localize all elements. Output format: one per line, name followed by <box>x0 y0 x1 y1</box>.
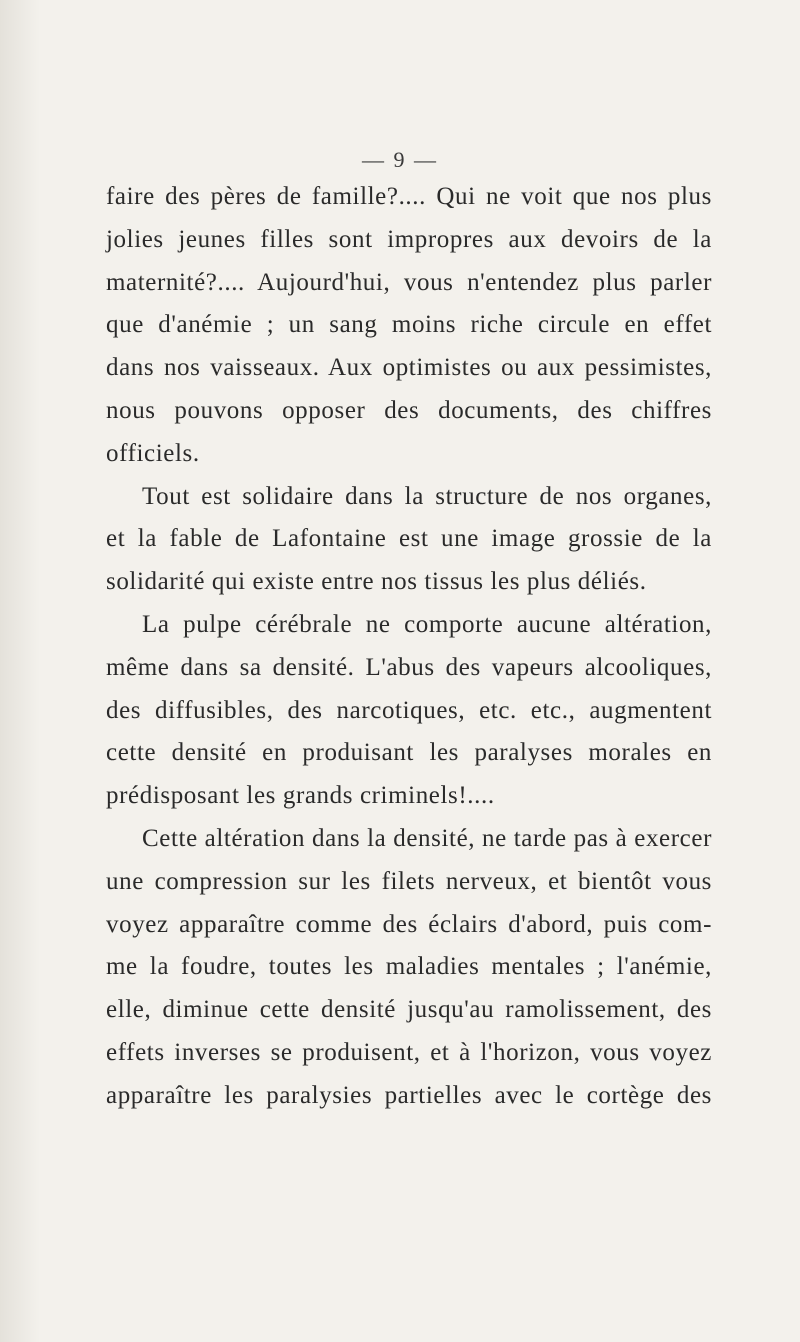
text-line: elle, diminue cette densité jusqu'au ramolissement, des <box>106 996 712 1024</box>
text-line: faire des pères de famille?.... Qui ne voit que nos plus <box>106 183 712 210</box>
text-line: nous pouvons opposer des documents, des chiffres <box>106 396 712 424</box>
text-line: prédisposant les grands criminels!.... <box>106 782 495 810</box>
text-line: me la foudre, toutes les maladies mentales ; l'anémie, <box>106 953 712 981</box>
body-text <box>106 176 712 1118</box>
paragraph-start: Cette altération dans la densité, ne tarde pas à exercer <box>142 824 712 852</box>
text-line: apparaître les paralysies partielles avec le cortège des <box>106 1081 712 1109</box>
text-line: cette densité en produisant les paralyses morales en <box>106 739 712 767</box>
paragraph-start: La pulpe cérébrale ne comporte aucune altération, <box>142 610 712 638</box>
text-line: une compression sur les filets nerveux, et bientôt vous <box>106 867 712 895</box>
paragraph-start: Tout est solidaire dans la structure de nos organes, <box>142 482 712 510</box>
text-line: des diffusibles, des narcotiques, etc. etc., augmentent <box>106 696 712 724</box>
page-number: — 9 — <box>362 147 438 172</box>
text-line: que d'anémie ; un sang moins riche circule en effet <box>106 311 712 339</box>
text-line: jolies jeunes filles sont impropres aux devoirs de la <box>106 225 712 253</box>
text-line: voyez apparaître comme des éclairs d'abord, puis com- <box>106 910 712 938</box>
text-line: effets inverses se produisent, et à l'horizon, vous voyez <box>106 1038 712 1066</box>
text-line: officiels. <box>106 439 200 467</box>
text-line: solidarité qui existe entre nos tissus les plus déliés. <box>106 568 647 596</box>
text-line: même dans sa densité. L'abus des vapeurs alcooliques, <box>106 653 712 681</box>
text-line: dans nos vaisseaux. Aux optimistes ou aux pessimistes, <box>106 354 712 382</box>
text-line: et la fable de Lafontaine est une image grossie de la <box>106 525 712 553</box>
text-line: maternité?.... Aujourd'hui, vous n'entendez plus parler <box>106 268 712 296</box>
